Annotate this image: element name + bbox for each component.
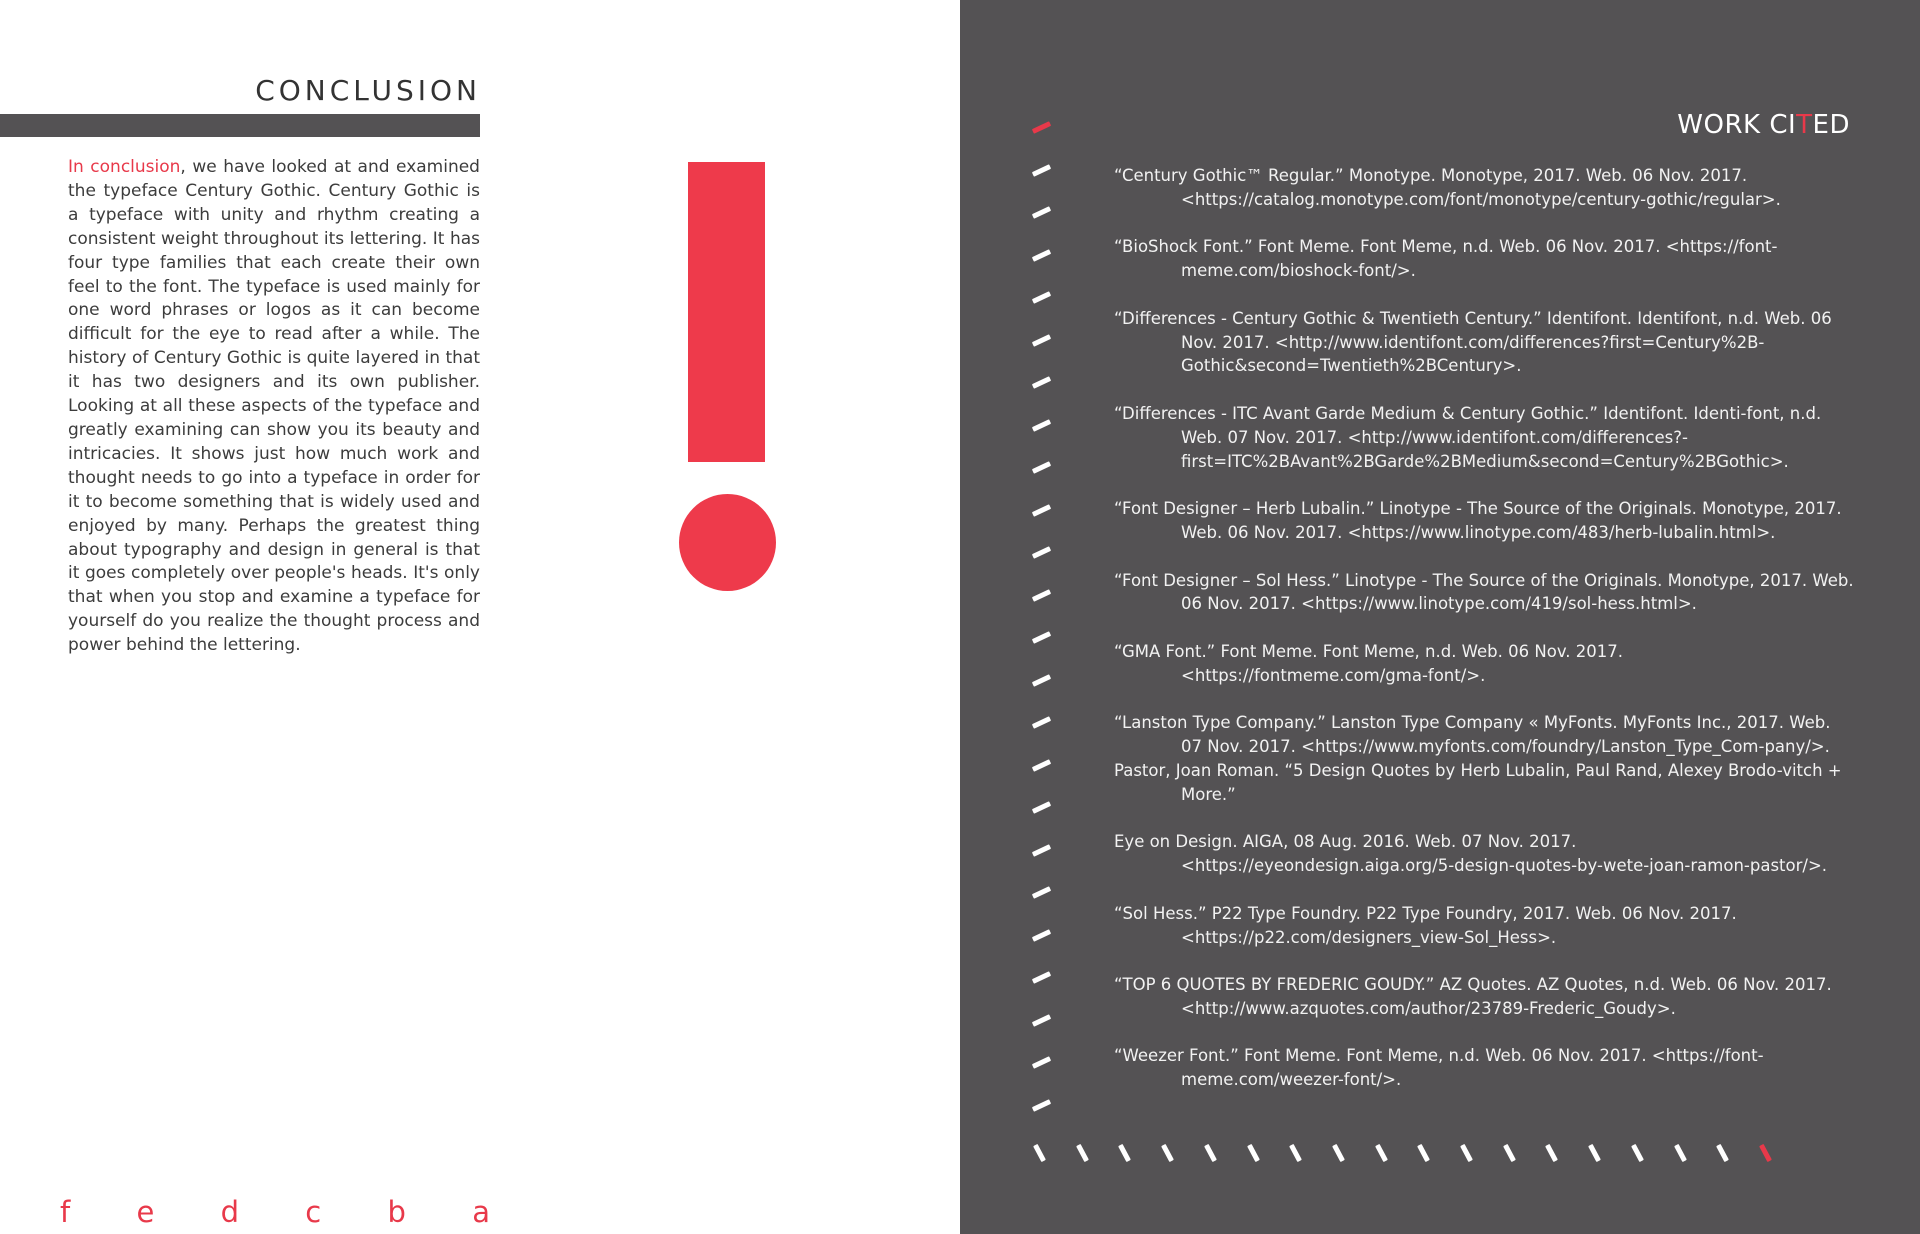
conclusion-body — [68, 156, 480, 658]
page-letters — [60, 1195, 490, 1229]
exclamation-dot-graphic — [679, 494, 776, 591]
page-letter: b — [387, 1195, 406, 1229]
title-underline-bar — [0, 114, 480, 137]
page-letter: a — [472, 1195, 490, 1229]
page-letter: c — [305, 1195, 322, 1229]
reference-item: “Century Gothic™ Regular.” Monotype. Monotype, 2017. Web. 06 Nov. 2017. <https://catalog.monotype.com/font/monotype/century-gothic/regular>. — [1114, 166, 1781, 209]
references-list — [1114, 164, 1854, 1116]
reference-item: “Sol Hess.” P22 Type Foundry. P22 Type Foundry, 2017. Web. 06 Nov. 2017. <https://p22.com/designers_view-Sol_Hess>. — [1114, 903, 1737, 947]
exclamation-bar-graphic — [688, 162, 765, 462]
reference-item: “Font Designer – Sol Hess.” Linotype - The Source of the Originals. Monotype, 2017. Web. 06 Nov. 2017. <https://www.linotype.com/419/sol-hess.html>. — [1114, 570, 1854, 614]
intro-highlight: In conclusion — [68, 157, 181, 177]
works-cited-title — [1677, 110, 1850, 140]
works-cited-title-accent: T — [1796, 110, 1813, 140]
reference-item: “Lanston Type Company.” Lanston Type Company « MyFonts. MyFonts Inc., 2017. Web. 07 Nov. 2017. <https://www.myfonts.com/foundry/Lanston_Type_Com-pany/>. — [1114, 713, 1831, 757]
reference-item: “Font Designer – Herb Lubalin.” Linotype - The Source of the Originals. Monotype, 2017. Web. 06 Nov. 2017. <https://www.linotype.com/483/herb-lubalin.html>. — [1114, 499, 1842, 542]
conclusion-text: , we have looked at and examined the typeface Century Gothic. Century Gothic is a typeface with unity and rhythm creating a consistent weight throughout its lettering. It has four type families that each create their own feel to the font. The typeface is used mainly for one word phrases or logos as it can become difficult for the eye to read after a while. The history of Century Gothic is quite layered in that it has two designers and its own publisher. Looking at all these aspects of the typeface and greatly examining can show you its beauty and intricacies. It shows just how much work and thought needs to go into a typeface in order for it to become something that is widely used and enjoyed by many. Perhaps the greatest thing about typography and design in general is that it goes completely over people's heads. It's only that when you stop and examine a typeface for yourself do you realize the thought process and power behind the lettering. — [68, 157, 480, 656]
works-cited-title-part: WORK CI — [1677, 110, 1797, 140]
reference-item: “Weezer Font.” Font Meme. Font Meme, n.d. Web. 06 Nov. 2017. <https://font-meme.com/weezer-font/>. — [1114, 1046, 1764, 1090]
page-letter: e — [136, 1195, 155, 1229]
reference-item: “Differences - Century Gothic & Twentieth Century.” Identifont. Identifont, n.d. Web. 06 Nov. 2017. <http://www.identifont.com/differences?first=Century%2B-Gothic&second=Twentieth%2BCentury>. — [1114, 308, 1832, 376]
works-cited-title-part: ED — [1812, 110, 1850, 140]
reference-item: “BioShock Font.” Font Meme. Font Meme, n.d. Web. 06 Nov. 2017. <https://font-meme.com/bioshock-font/>. — [1114, 237, 1778, 281]
reference-item: Pastor, Joan Roman. “5 Design Quotes by Herb Lubalin, Paul Rand, Alexey Brodo-vitch + More.” — [1114, 760, 1842, 804]
reference-item: “TOP 6 QUOTES BY FREDERIC GOUDY.” AZ Quotes. AZ Quotes, n.d. Web. 06 Nov. 2017. <http://www.azquotes.com/author/23789-Frederic_Goudy>. — [1114, 975, 1832, 1018]
reference-item: Eye on Design. AIGA, 08 Aug. 2016. Web. 07 Nov. 2017. <https://eyeondesign.aiga.org/5-design-quotes-by-wete-joan-ramon-pastor/>. — [1114, 832, 1828, 876]
reference-item: “Differences - ITC Avant Garde Medium & Century Gothic.” Identifont. Identi-font, n.d. Web. 07 Nov. 2017. <http://www.identifont.com/differences?-first=ITC%2BAvant%2BGarde%2BMedium&second=Century%2BGothic>. — [1114, 403, 1822, 471]
reference-item: “GMA Font.” Font Meme. Font Meme, n.d. Web. 06 Nov. 2017. <https://fontmeme.com/gma-font/>. — [1114, 641, 1624, 685]
page-title: CONCLUSION — [255, 74, 481, 107]
page-letter: f — [60, 1195, 71, 1229]
page-letter: d — [220, 1195, 240, 1229]
